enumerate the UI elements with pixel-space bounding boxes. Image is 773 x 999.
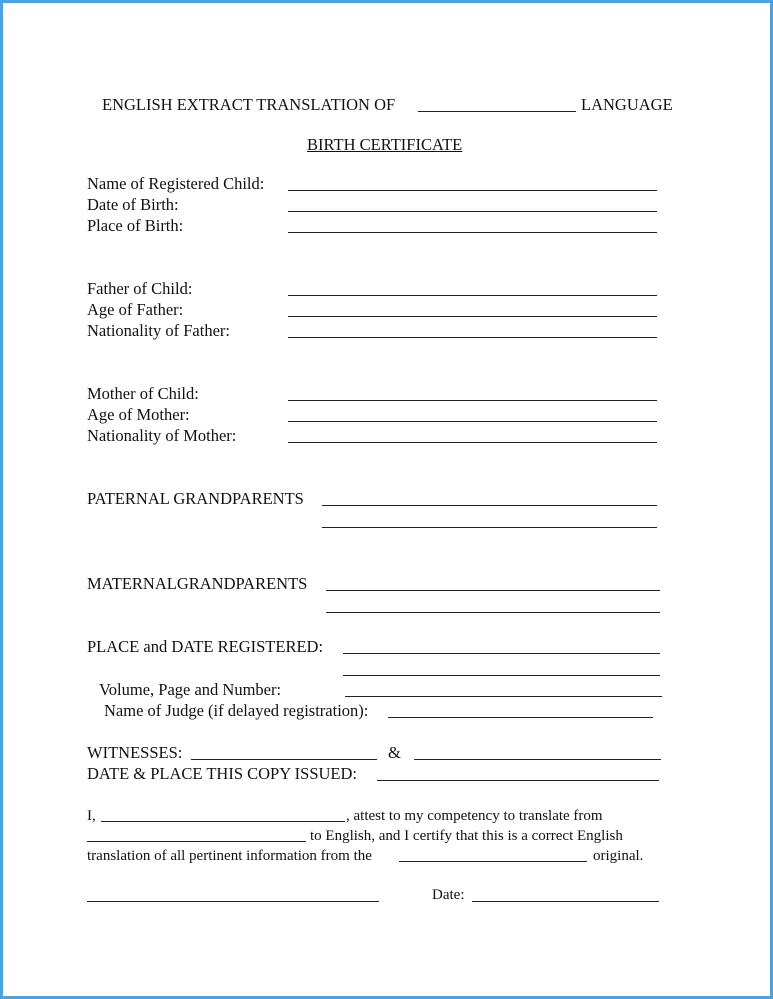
- mother-name-label: Mother of Child:: [87, 384, 199, 403]
- date-label: Date:: [432, 887, 465, 903]
- mother-age-field[interactable]: [288, 421, 657, 422]
- translator-name-field[interactable]: [101, 821, 345, 822]
- judge-name-field[interactable]: [388, 717, 653, 718]
- attestation-to-english-text: to English, and I certify that this is a correct English: [310, 828, 623, 844]
- place-of-birth-label: Place of Birth:: [87, 216, 184, 235]
- father-name-label: Father of Child:: [87, 279, 193, 298]
- date-of-birth-label: Date of Birth:: [87, 195, 179, 214]
- maternal-grandparents-field-2[interactable]: [326, 612, 660, 613]
- attestation-attest-text: , attest to my competency to translate from: [346, 808, 603, 824]
- header-suffix: LANGUAGE: [581, 95, 673, 114]
- paternal-grandparents-field-1[interactable]: [322, 505, 657, 506]
- paternal-grandparents-label: PATERNAL GRANDPARENTS: [87, 489, 304, 508]
- mother-nationality-label: Nationality of Mother:: [87, 426, 237, 445]
- mother-age-label: Age of Mother:: [87, 405, 190, 424]
- date-field[interactable]: [472, 901, 659, 902]
- father-name-field[interactable]: [288, 295, 657, 296]
- original-language-field[interactable]: [399, 861, 587, 862]
- attestation-original-text: original.: [593, 848, 644, 864]
- language-field[interactable]: [418, 111, 576, 112]
- signature-field[interactable]: [87, 901, 379, 902]
- date-of-birth-field[interactable]: [288, 211, 657, 212]
- source-language-field[interactable]: [87, 841, 306, 842]
- place-of-birth-field[interactable]: [288, 232, 657, 233]
- witnesses-ampersand: &: [388, 743, 401, 762]
- witness-1-field[interactable]: [191, 759, 377, 760]
- attestation-translation-text: translation of all pertinent information from the: [87, 848, 372, 864]
- copy-issued-label: DATE & PLACE THIS COPY ISSUED:: [87, 764, 357, 783]
- father-age-field[interactable]: [288, 316, 657, 317]
- header-prefix: ENGLISH EXTRACT TRANSLATION OF: [102, 95, 396, 114]
- place-date-registered-field-1[interactable]: [343, 653, 660, 654]
- paternal-grandparents-field-2[interactable]: [322, 527, 657, 528]
- father-nationality-label: Nationality of Father:: [87, 321, 230, 340]
- witness-2-field[interactable]: [414, 759, 661, 760]
- witnesses-label: WITNESSES:: [87, 743, 183, 762]
- volume-page-number-label: Volume, Page and Number:: [99, 680, 282, 699]
- place-date-registered-field-2[interactable]: [343, 675, 660, 676]
- document-title: BIRTH CERTIFICATE: [307, 135, 463, 154]
- copy-issued-field[interactable]: [377, 780, 659, 781]
- child-name-field[interactable]: [288, 190, 657, 191]
- place-date-registered-label: PLACE and DATE REGISTERED:: [87, 637, 324, 656]
- volume-page-number-field[interactable]: [345, 696, 662, 697]
- maternal-grandparents-label: MATERNALGRANDPARENTS: [87, 574, 308, 593]
- mother-name-field[interactable]: [288, 400, 657, 401]
- judge-name-label: Name of Judge (if delayed registration):: [104, 701, 369, 720]
- attestation-i: I,: [87, 808, 96, 824]
- maternal-grandparents-field-1[interactable]: [326, 590, 660, 591]
- child-name-label: Name of Registered Child:: [87, 174, 265, 193]
- father-nationality-field[interactable]: [288, 337, 657, 338]
- father-age-label: Age of Father:: [87, 300, 184, 319]
- mother-nationality-field[interactable]: [288, 442, 657, 443]
